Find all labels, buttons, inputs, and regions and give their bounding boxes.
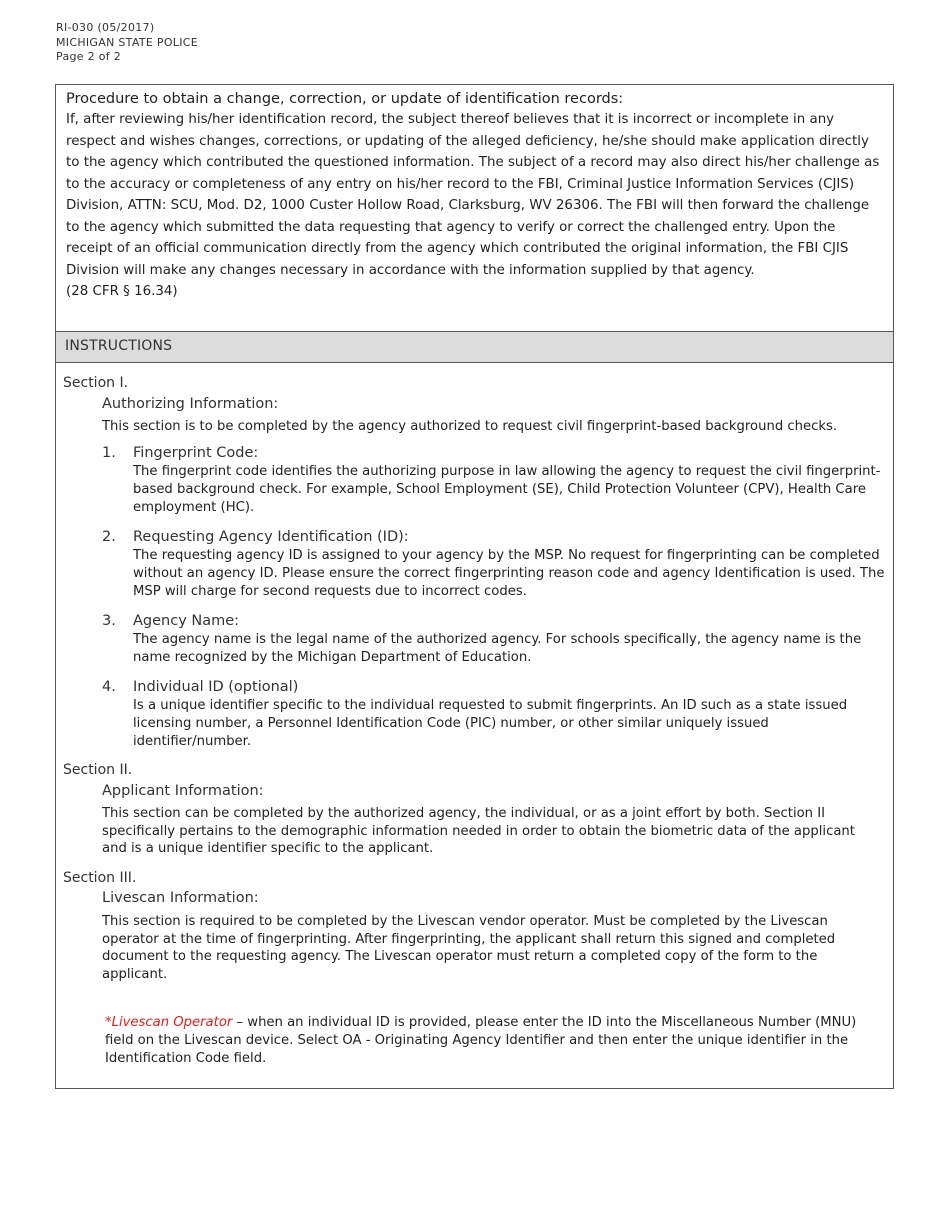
item-1-body: The fingerprint code identifies the authorizing purpose in law allowing the agency to request the civil fingerprint-based background check. For example, School Employment (SE), Child Protection Volunteer (CPV), Health Care employment (HC). (133, 464, 881, 515)
section-2-label: Section II. (63, 762, 133, 778)
item-2-body: The requesting agency ID is assigned to your agency by the MSP. No request for fingerprinting can be completed without an agency ID. Please ensure the correct fingerprinting reason code and agency Identification is used. The MSP will charge for second requests due to incorrect codes. (133, 548, 885, 599)
item-4-body: Is a unique identifier specific to the individual requested to submit fingerprints. An ID such as a state issued licensing number, a Personnel Identification Code (PIC) number, or other similar uniquely issued identifier/number. (133, 698, 848, 749)
item-4-title: Individual ID (optional) (133, 679, 299, 695)
procedure-title: Procedure to obtain a change, correction, or update of identification records: (66, 91, 624, 107)
instructions-header (56, 331, 893, 363)
section-1-title: Authorizing Information: (102, 396, 279, 412)
form-frame (55, 84, 894, 1089)
procedure-body: If, after reviewing his/her identification record, the subject thereof believes that it is incorrect or incomplete in any respect and wishes changes, corrections, or updating of the alleged deficiency, he/she should make application directly to the agency which contributed the questioned information. The subject of a record may also direct his/her challenge as to the accuracy or completeness of any entry on his/her record to the FBI, Criminal Justice Information Services (CJIS) Division, ATTN: SCU, Mod. D2, 1000 Custer Hollow Road, Clarksburg, WV 26306. The FBI will then forward the challenge to the agency which submitted the data requesting that agency to verify or correct the challenged entry. Upon the receipt of an official communication directly from the agency which contributed the original information, the FBI CJIS Division will make any changes necessary in accordance with the information supplied by that agency. (66, 112, 880, 278)
item-1-number: 1. (102, 445, 116, 461)
item-3-title: Agency Name: (133, 613, 240, 629)
procedure-block (66, 91, 881, 303)
item-3-body: The agency name is the legal name of the authorized agency. For schools specifically, the agency name is the name recognized by the Michigan Department of Education. (133, 632, 862, 665)
form-number: RI-030 (05/2017) (56, 21, 155, 34)
item-1-title: Fingerprint Code: (133, 445, 259, 461)
item-3-number: 3. (102, 613, 116, 629)
section-3-label: Section III. (63, 870, 137, 886)
section-2-title: Applicant Information: (102, 783, 264, 799)
form-header (56, 21, 198, 65)
livescan-operator-note (105, 1014, 887, 1068)
section-3-title: Livescan Information: (102, 890, 259, 906)
livescan-operator-highlight: *Livescan Operator (105, 1015, 233, 1030)
item-2-number: 2. (102, 529, 116, 545)
section-1-text: This section is to be completed by the agency authorized to request civil fingerprint-based background checks. (102, 419, 838, 434)
item-4-number: 4. (102, 679, 116, 695)
page-number: Page 2 of 2 (56, 50, 122, 63)
agency-name: MICHIGAN STATE POLICE (56, 35, 198, 49)
section-1-label: Section I. (63, 375, 129, 391)
livescan-operator-note-text: – when an individual ID is provided, please enter the ID into the Miscellaneous Number (MNU) field on the Livescan device. Select OA - Originating Agency Identifier and then enter the unique identifier in the Identification Code field. (105, 1015, 857, 1066)
item-2-title: Requesting Agency Identification (ID): (133, 529, 409, 545)
section-3-text: This section is required to be completed by the Livescan vendor operator. Must be completed by the Livescan operator at the time of fingerprinting. After fingerprinting, the applicant shall return this signed and completed document to the requesting agency. The Livescan operator must return a completed copy of the form to the applicant. (102, 914, 836, 982)
procedure-citation: (28 CFR § 16.34) (66, 284, 178, 299)
instructions-heading: INSTRUCTIONS (65, 338, 173, 354)
section-2-text: This section can be completed by the authorized agency, the individual, or as a joint effort by both. Section II specifically pertains to the demographic information needed in order to obtain the biometric data of the applicant and is a unique identifier specific to the applicant. (102, 806, 855, 857)
